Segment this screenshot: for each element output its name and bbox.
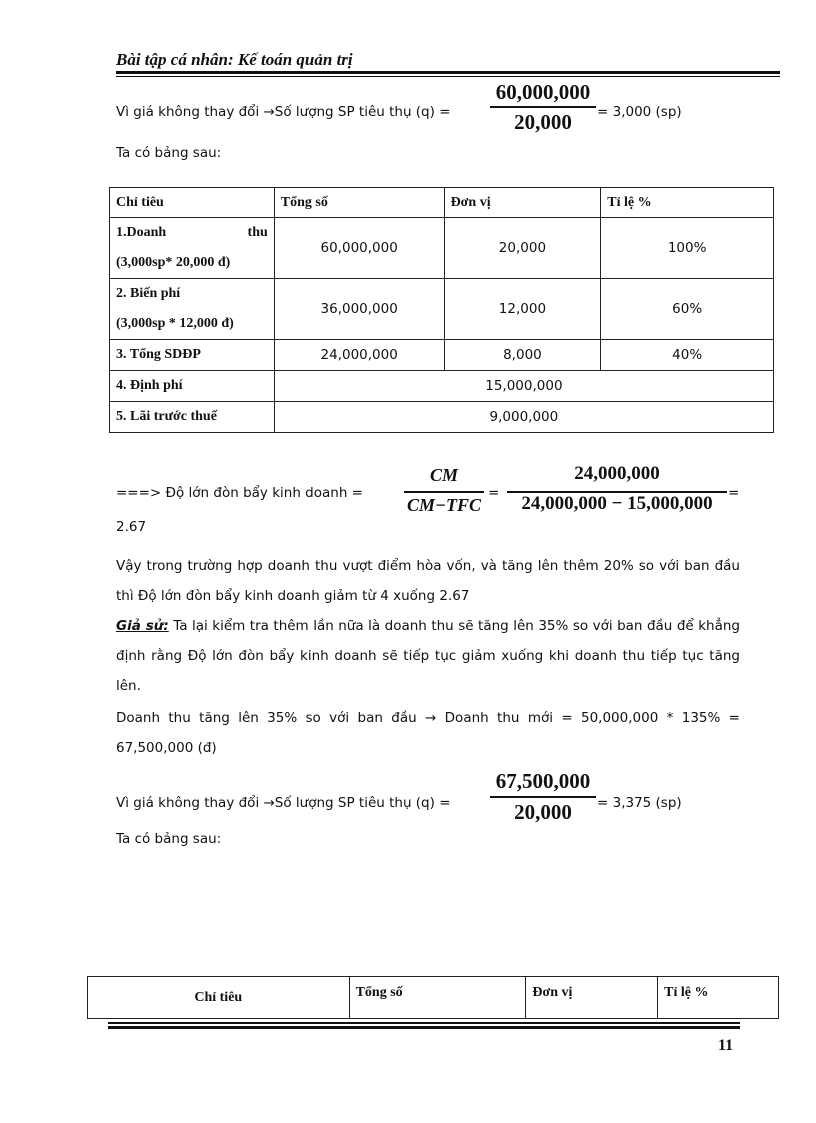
unit-cell: 12,000 — [444, 279, 601, 340]
header-cell: Chỉ tiêu — [88, 977, 350, 1019]
total-cell: 60,000,000 — [274, 218, 444, 279]
table-header-row — [88, 977, 779, 1019]
row-label: 2. Biến phí — [116, 286, 181, 301]
table-intro-1: Ta có bảng sau: — [116, 145, 222, 161]
header-rule-thick — [116, 71, 780, 74]
total-cell: 36,000,000 — [274, 279, 444, 340]
header-cell: Chỉ tiêu — [110, 188, 275, 218]
row-label: 4. Định phí — [110, 371, 275, 402]
leverage-formula-prefix: ===> Độ lớn đòn bẩy kinh doanh = — [116, 485, 363, 501]
conclusion-paragraph: Vậy trong trường hợp doanh thu vượt điểm hòa vốn, và tăng lên thêm 20% so với ban đầu thì Độ lớn đòn bẩy kinh doanh giảm từ 4 xuống 2.67 — [116, 558, 740, 604]
row-label-cell — [110, 218, 275, 279]
table-row — [110, 371, 774, 402]
pct-cell: 100% — [601, 218, 774, 279]
quantity-formula-prefix-2: Vì giá không thay đổi →Số lượng SP tiêu thụ (q) = — [116, 795, 451, 811]
table-row — [110, 279, 774, 340]
row-label: 1.Doanh — [116, 225, 167, 240]
pct-cell: 40% — [601, 340, 774, 371]
header-cell: Đơn vị — [526, 977, 658, 1019]
leverage-numerator-value: 24,000,000 — [574, 463, 660, 484]
row-sublabel: (3,000sp* 20,000 đ) — [116, 255, 231, 270]
leverage-equals-1: = — [488, 485, 500, 501]
quantity-formula-prefix-1: Vì giá không thay đổi →Số lượng SP tiêu thụ (q) = — [116, 104, 451, 120]
leverage-denominator-cm: CM−TFC — [407, 495, 481, 515]
header-rule-thin — [116, 76, 780, 77]
table-row — [110, 340, 774, 371]
quantity-result-1: = 3,000 (sp) — [597, 104, 682, 120]
assumption-lead: Giả sử: — [116, 618, 169, 634]
merged-value-cell: 15,000,000 — [274, 371, 773, 402]
row-sublabel: (3,000sp * 12,000 đ) — [116, 316, 234, 331]
leverage-denominator-value: 24,000,000 − 15,000,000 — [521, 493, 713, 514]
quantity-numerator-2: 67,500,000 — [495, 769, 591, 793]
row-label-cell — [110, 279, 275, 340]
header-cell: Tổng số — [349, 977, 526, 1019]
header-cell: Đơn vị — [444, 188, 601, 218]
footer-rule-2 — [108, 1026, 740, 1029]
contribution-table-2 — [87, 976, 779, 1019]
row-label: thu — [247, 225, 268, 240]
table-intro-2: Ta có bảng sau: — [116, 831, 222, 847]
footer-rule-1 — [108, 1022, 740, 1024]
page-number: 11 — [718, 1037, 734, 1054]
unit-cell: 8,000 — [444, 340, 601, 371]
new-revenue-paragraph: Doanh thu tăng lên 35% so với ban đầu → Doanh thu mới = 50,000,000 * 135% = 67,500,000 (đ) — [116, 710, 740, 756]
header-cell: Tỉ lệ % — [601, 188, 774, 218]
total-cell: 24,000,000 — [274, 340, 444, 371]
merged-value-cell: 9,000,000 — [274, 402, 773, 433]
table-row — [110, 402, 774, 433]
header-cell: Tổng số — [274, 188, 444, 218]
quantity-numerator-1: 60,000,000 — [495, 80, 591, 104]
header-cell: Tỉ lệ % — [658, 977, 779, 1019]
table-row — [110, 218, 774, 279]
row-label: 3. Tổng SDĐP — [110, 340, 275, 371]
quantity-denominator-1: 20,000 — [514, 110, 572, 134]
leverage-equals-2: = — [728, 485, 740, 501]
row-label: 5. Lãi trước thuế — [110, 402, 275, 433]
contribution-table-1 — [109, 187, 774, 433]
quantity-result-2: = 3,375 (sp) — [597, 795, 682, 811]
assumption-paragraph — [116, 611, 740, 701]
table-header-row — [110, 188, 774, 218]
document-header-title: Bài tập cá nhân: Kế toán quản trị — [116, 50, 353, 69]
leverage-result: 2.67 — [116, 519, 147, 535]
assumption-text: Ta lại kiểm tra thêm lần nữa là doanh thu sẽ tăng lên 35% so với ban đầu để khẳng định rằng Độ lớn đòn bẩy kinh doanh sẽ tiếp tục giảm xuống khi doanh thu tiếp tục tăng lên. — [116, 618, 740, 694]
unit-cell: 20,000 — [444, 218, 601, 279]
pct-cell: 60% — [601, 279, 774, 340]
fraction-bar-2 — [490, 796, 596, 798]
quantity-denominator-2: 20,000 — [514, 800, 572, 824]
fraction-bar-1 — [490, 106, 596, 108]
leverage-numerator-cm: CM — [429, 465, 458, 485]
fraction-bar-cm — [404, 491, 484, 493]
